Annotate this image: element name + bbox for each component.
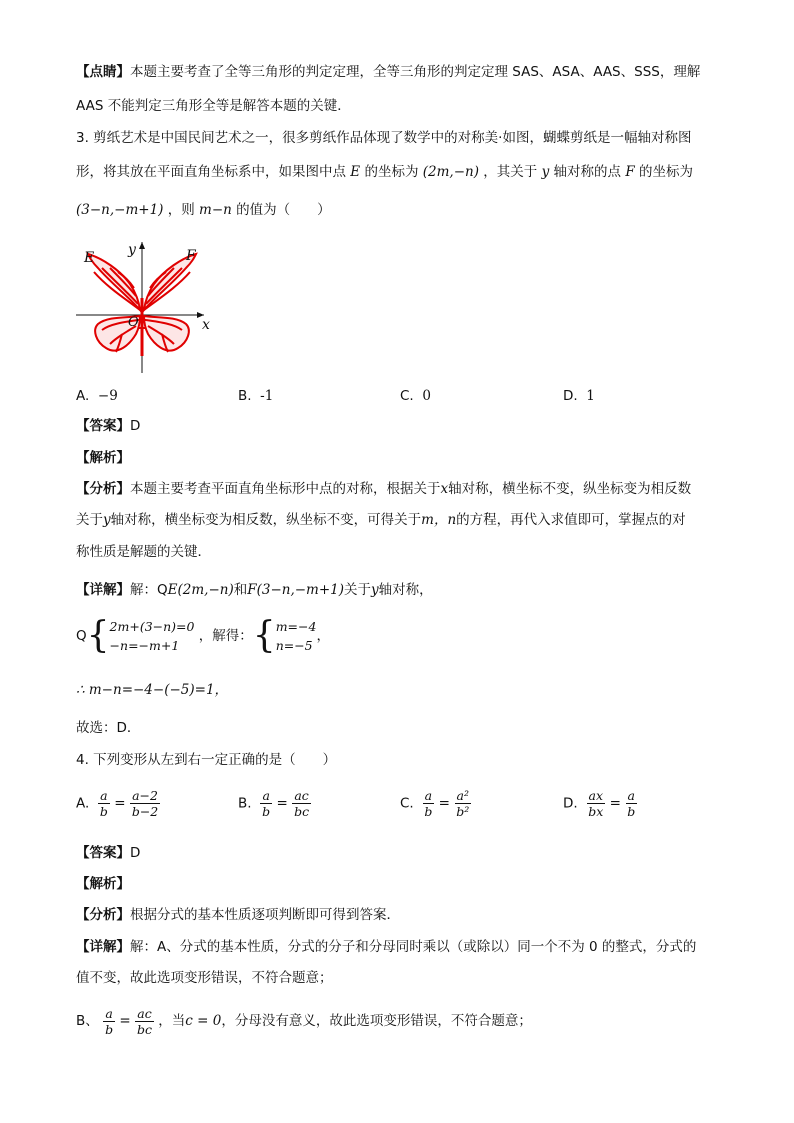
option-value: 0 — [422, 388, 431, 404]
label-e: E — [84, 250, 95, 266]
y-axis-arrow — [139, 242, 145, 249]
numerator: a−2 — [132, 788, 158, 803]
q3-option-b — [238, 386, 273, 406]
q3-text: 轴对称的点 — [553, 164, 622, 180]
comma: ， — [316, 628, 330, 644]
system-2-eq2: n=−5 — [275, 638, 313, 653]
system-1-eq1: 2m+(3−n)=0 — [109, 619, 195, 634]
option-letter: A. — [76, 795, 90, 812]
answer-tag: 【答案】 — [76, 845, 130, 861]
denominator: b — [424, 804, 433, 819]
solve-text: ，解得： — [198, 628, 253, 644]
answer-tag: 【答案】 — [76, 418, 130, 434]
denominator: b — [627, 804, 636, 819]
frac-left — [98, 788, 110, 819]
numerator: ax — [588, 788, 604, 803]
system-2-eq1: m=−4 — [275, 619, 317, 634]
option-letter: C. — [400, 388, 414, 404]
frac-left — [103, 1006, 115, 1037]
detail-cond: c = 0 — [185, 1013, 222, 1029]
comment-tag: 【点睛】 — [76, 64, 130, 80]
detail-tag: 【详解】 — [76, 582, 130, 598]
option-letter: B. — [238, 388, 252, 404]
q4-option-c: C. $\frac{a}{b}$ = $\frac{\text{a²}}{\text{b²}}$ — [400, 788, 470, 819]
q4-answer — [76, 843, 140, 863]
denominator: bc — [136, 1021, 152, 1037]
option-letter: C. — [400, 795, 414, 812]
q3-point-e: E — [350, 164, 361, 180]
frac-right — [454, 788, 471, 819]
q3-coord-f: (3−n,−m+1) — [76, 202, 164, 218]
fenxi-text: 轴对称，横坐标不变，纵坐标变为相反数 — [448, 481, 692, 497]
numerator: ac — [294, 788, 309, 803]
q4-option-b: B. $\frac{a}{b}$ = $\frac{ac}{bc}$ — [238, 788, 310, 819]
denominator: b — [105, 1021, 114, 1037]
q3-answer — [76, 416, 140, 436]
numerator: a — [262, 788, 270, 803]
q3-text: 的坐标为 — [364, 164, 419, 180]
denominator: b² — [456, 804, 470, 819]
q3-text: 形，将其放在平面直角坐标系中，如果图中点 — [76, 164, 346, 180]
q4-fenxi — [76, 905, 400, 925]
frac-left — [260, 788, 272, 819]
q3-equation-system — [76, 616, 330, 656]
fenxi-mn: m，n — [421, 512, 457, 528]
frac-right — [135, 1006, 154, 1037]
q4-detail-line1 — [76, 937, 696, 957]
q3-result-line: ∴ m−n=−4−(−5)=1， — [76, 682, 229, 698]
frac-right — [130, 788, 160, 819]
q3-option-d — [563, 386, 595, 406]
q3-analysis-tag — [76, 448, 130, 468]
q2-comment-line1 — [76, 62, 700, 82]
denominator: b — [99, 804, 108, 819]
q3-fenxi-line2 — [76, 510, 686, 530]
fenxi-text: 轴对称，横坐标变为相反数，纵坐标不变，可得关于 — [110, 512, 422, 528]
label-f: F — [186, 248, 196, 264]
label-o: O — [128, 315, 139, 330]
numerator: a — [105, 1005, 113, 1021]
system-1 — [110, 617, 195, 655]
q3-option-c — [400, 386, 431, 406]
brace-left-2: { — [252, 615, 276, 656]
fenxi-tag: 【分析】 — [76, 481, 130, 497]
denominator: b — [262, 804, 271, 819]
butterfly-figure — [72, 238, 222, 378]
q3-axis-y: y — [541, 164, 550, 180]
option-letter: A. — [76, 388, 90, 404]
denominator: b−2 — [131, 804, 159, 819]
q4-detail-line2: 值不变，故此选项变形错误，不符合题意； — [76, 970, 333, 986]
detail-text: ，当 — [158, 1013, 186, 1029]
q3-fenxi-line1 — [76, 479, 691, 499]
detail-text: 关于 — [344, 582, 372, 598]
numerator: a² — [456, 788, 469, 803]
detail-text: 轴对称， — [378, 582, 433, 598]
fenxi-text: 关于 — [76, 512, 103, 528]
q3-text: 的坐标为 — [638, 164, 693, 180]
frac-right — [292, 788, 311, 819]
numerator: a — [100, 788, 108, 803]
detail-e: E(2m,−n) — [167, 582, 234, 598]
q2-comment-line2: AAS 不能判定三角形全等是解答本题的关键． — [76, 98, 351, 114]
brace-left-1: { — [86, 615, 110, 656]
denominator: bx — [588, 804, 604, 819]
detail-text: ，分母没有意义，故此选项变形错误，不符合题意； — [221, 1013, 532, 1029]
q3-option-a — [76, 386, 118, 406]
q4-option-d: D. $\frac{ax}{bx}$ = $\frac{a}{b}$ — [563, 788, 636, 819]
option-letter: B. — [238, 795, 252, 812]
label-x: x — [202, 317, 210, 333]
q3-point-f: F — [625, 164, 635, 180]
analysis-tag: 【解析】 — [76, 450, 130, 466]
frac-right — [625, 788, 637, 819]
detail-b-prefix: B、 — [76, 1013, 99, 1029]
q3-text: ，则 — [167, 202, 195, 218]
detail-text: 解：A、分式的基本性质，分式的分子和分母同时乘以（或除以）同一个不为 0 的整式，分式的 — [130, 939, 697, 955]
q3-text: 的值为（ ） — [236, 202, 331, 218]
comment-text: 本题主要考查了全等三角形的判定定理，全等三角形的判定定理 SAS、ASA、AAS、SSS，理解 — [130, 64, 701, 80]
detail-text: 和 — [233, 582, 248, 598]
system-2 — [276, 617, 317, 655]
q3-choose: 故选：D． — [76, 720, 141, 736]
since-symbol: Q — [76, 628, 87, 644]
fenxi-text: 的方程，再代入求值即可，掌握点的对 — [456, 512, 686, 528]
q4-detail-b: B、 $\frac{a}{b}$ = $\frac{ac}{bc}$ ，当c = 0，分母没有意义，故此选项变形错误，不符合题意； — [76, 1005, 532, 1037]
q4-stem: 4. 下列变形从左到右一定正确的是（ ） — [76, 752, 337, 768]
denominator: bc — [294, 804, 310, 819]
q3-stem-line2 — [76, 162, 693, 182]
numerator: ac — [137, 1005, 152, 1021]
numerator: a — [627, 788, 635, 803]
option-value: −9 — [97, 388, 118, 404]
answer-value: D — [130, 418, 141, 434]
label-y: y — [128, 242, 136, 258]
q3-coord-e: (2m,−n) — [422, 164, 479, 180]
system-1-eq2: −n=−m+1 — [109, 638, 180, 653]
frac-left — [586, 788, 605, 819]
numerator: a — [424, 788, 433, 803]
detail-f: F(3−n,−m+1) — [247, 582, 345, 598]
detail-text: 解：Q — [130, 582, 168, 598]
answer-value: D — [130, 845, 141, 861]
option-value: -1 — [260, 388, 274, 404]
q3-stem-line3 — [76, 200, 331, 220]
frac-left — [422, 788, 434, 819]
detail-y: y — [371, 582, 379, 598]
detail-tag: 【详解】 — [76, 939, 130, 955]
q3-expr: m−n — [199, 202, 232, 218]
analysis-tag: 【解析】 — [76, 876, 130, 892]
fenxi-text: 本题主要考查平面直角坐标形中点的对称，根据关于 — [130, 481, 441, 497]
q3-fenxi-line3: 称性质是解题的关键． — [76, 544, 211, 560]
q4-analysis-tag — [76, 874, 130, 894]
fenxi-y: y — [103, 512, 111, 528]
option-letter: D. — [563, 795, 578, 812]
q4-option-a: A. $\frac{a}{b}$ = $\frac{a-2}{b-2}$ — [76, 788, 159, 819]
fenxi-tag: 【分析】 — [76, 907, 130, 923]
q3-detail-line — [76, 580, 433, 600]
q3-text: ，其关于 — [483, 164, 538, 180]
option-value: 1 — [586, 388, 595, 404]
option-letter: D. — [563, 388, 578, 404]
fenxi-x: x — [440, 481, 449, 497]
fenxi-text: 根据分式的基本性质逐项判断即可得到答案． — [130, 907, 400, 923]
q3-stem-line1: 3. 剪纸艺术是中国民间艺术之一，很多剪纸作品体现了数学中的对称美·如图，蝴蝶剪纸是一幅轴对称图 — [76, 130, 692, 146]
